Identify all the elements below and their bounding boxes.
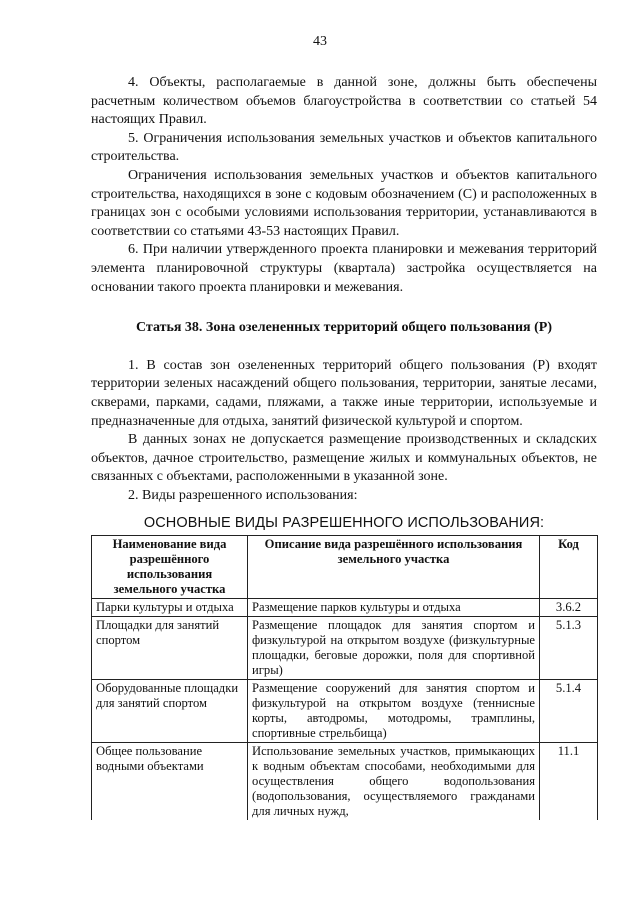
header-description: Описание вида разрешённого использования земельного участка	[248, 536, 540, 599]
header-name: Наименование вида разрешённого использования земельного участка	[92, 536, 248, 599]
table-row	[92, 617, 598, 680]
article-heading: Статья 38. Зона озелененных территорий общего пользования (Р)	[135, 320, 553, 336]
paragraph: В данных зонах не допускается размещение производственных и складских объектов, дачное строительство, размещение жилых и коммунальных объектов, не связанных с объектами, расположенными в указанной зоне.	[91, 432, 597, 485]
table-row	[92, 680, 598, 743]
cell-name: Оборудованные площадки для занятий спортом	[92, 680, 248, 743]
cell-description: Размещение площадок для занятия спортом и физкультурой на открытом воздухе (физкультурные площадки, беговые дорожки, поля для спортивной игры)	[248, 617, 540, 680]
cell-name: Общее пользование водными объектами	[92, 743, 248, 821]
cell-code: 5.1.3	[540, 617, 598, 680]
table-row	[92, 743, 598, 821]
cell-description: Размещение парков культуры и отдыха	[248, 599, 540, 617]
land-use-table	[91, 535, 598, 820]
paragraph: 1. В состав зон озелененных территорий общего пользования (Р) входят территории зеленых насаждений общего пользования, территории, занятые лесами, скверами, парками, садами, пляжами, а также иные территории, используемые и предназначенные для отдыха, занятий физической культурой и спортом.	[91, 357, 597, 429]
cell-name: Площадки для занятий спортом	[92, 617, 248, 680]
cell-code: 11.1	[540, 743, 598, 821]
paragraph: 5. Ограничения использования земельных участков и объектов капитального строительства.	[91, 130, 597, 165]
paragraph: 6. При наличии утвержденного проекта планировки и межевания территорий элемента планировочной структуры (квартала) застройка осуществляется на основании такого проекта планировки и межевания.	[91, 242, 597, 295]
paragraph: Ограничения использования земельных участков и объектов капитального строительства, находящихся в зоне с кодовым обозначением (С) и расположенных в границах зон с особыми условиями использования территории, устанавливаются в соответствии со статьями 43-53 настоящих Правил.	[91, 167, 597, 239]
paragraph: 2. Виды разрешенного использования:	[128, 487, 358, 503]
cell-code: 5.1.4	[540, 680, 598, 743]
cell-description: Использование земельных участков, примыкающих к водным объектам способами, необходимыми для осуществления общего водопользования (водопользования, осуществляемого гражданами для личных нужд,	[248, 743, 540, 821]
table-row	[92, 599, 598, 617]
cell-code: 3.6.2	[540, 599, 598, 617]
header-code: Код	[540, 536, 598, 599]
paragraph: 4. Объекты, располагаемые в данной зоне, должны быть обеспечены расчетным количеством объемов благоустройства в соответствии со статьей 54 настоящих Правил.	[91, 75, 597, 128]
cell-name: Парки культуры и отдыха	[92, 599, 248, 617]
table-header-row	[92, 536, 598, 599]
document-body	[91, 74, 597, 820]
table-title: ОСНОВНЫЕ ВИДЫ РАЗРЕШЕННОГО ИСПОЛЬЗОВАНИЯ:	[143, 515, 545, 532]
page-number: 43	[313, 34, 327, 49]
cell-description: Размещение сооружений для занятия спортом и физкультурой на открытом воздухе (теннисные корты, автодромы, мотодромы, трамплины, спортивные стрельбища)	[248, 680, 540, 743]
